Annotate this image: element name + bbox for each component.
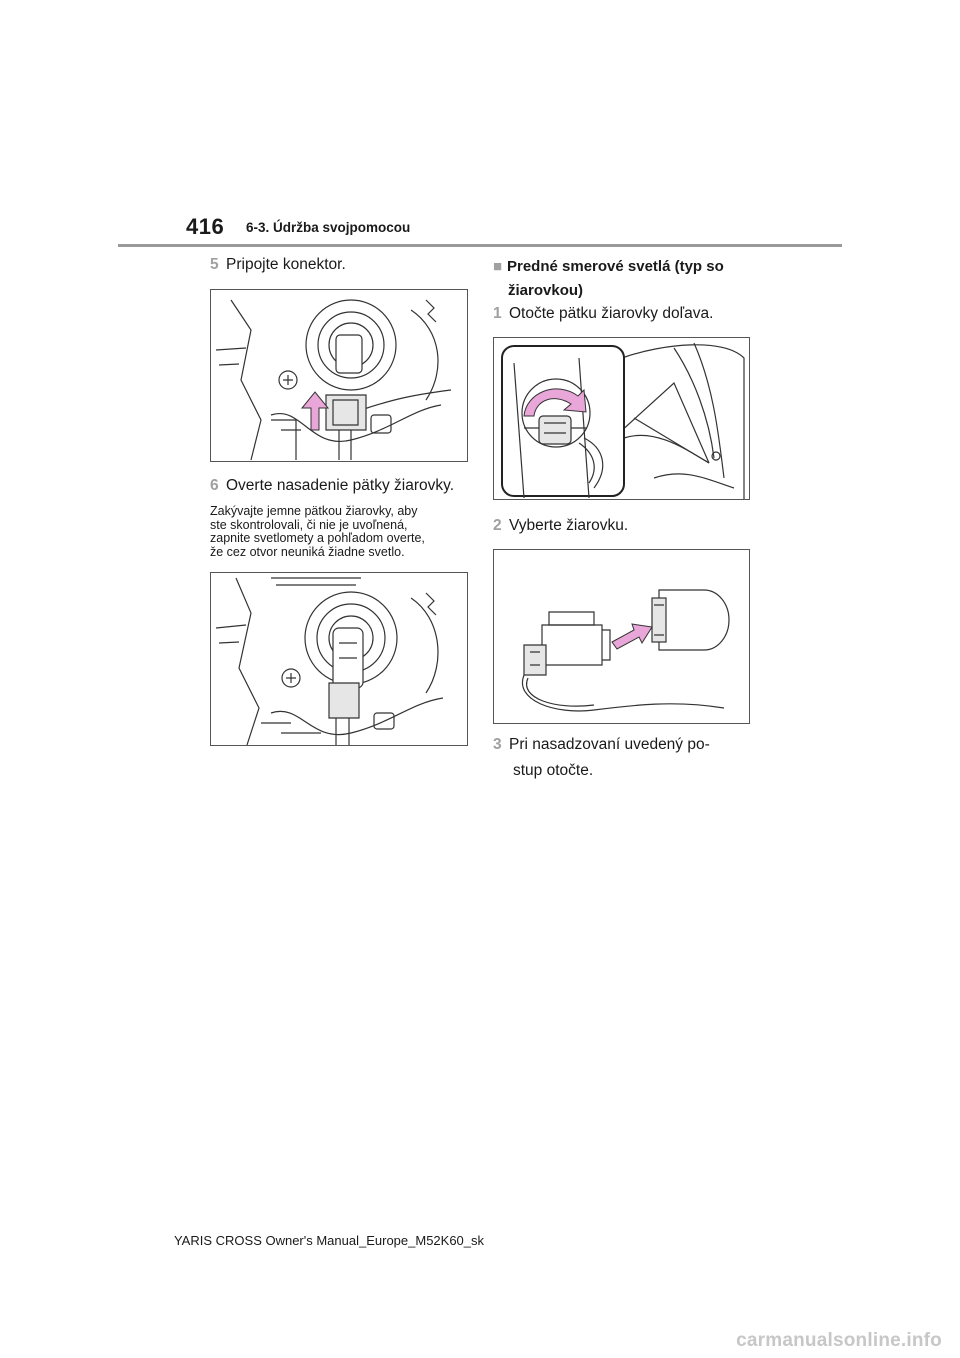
heading-line: žiarovkou) (508, 282, 584, 299)
heading-marker-icon: ■ (493, 258, 503, 275)
page-number: 416 (186, 214, 225, 239)
note-line: Zakývajte jemne pätkou žiarovky, aby (210, 504, 418, 518)
pull-out-arrow-icon (612, 624, 652, 649)
step-number: 1 (493, 305, 502, 322)
step-3 (493, 732, 710, 784)
step-number: 2 (493, 517, 502, 534)
step-text: Pripojte konektor. (226, 256, 346, 273)
step-1 (493, 301, 713, 327)
note (210, 505, 470, 559)
step-number: 6 (210, 477, 219, 494)
step-text: Pri nasadzovaní uvedený po- (509, 736, 710, 753)
step-6 (210, 473, 454, 499)
section-heading (493, 255, 724, 303)
heading-line (493, 255, 724, 279)
step-text-continued: stup otočte. (513, 762, 594, 779)
step-number: 5 (210, 256, 219, 273)
bulb-check-figure (210, 572, 468, 746)
remove-bulb-figure (493, 549, 750, 724)
step-text: Overte nasadenie pätky žiarovky. (226, 477, 455, 494)
footer-manual-id: YARIS CROSS Owner's Manual_Europe_M52K60_sk (173, 1233, 485, 1248)
note-line: že cez otvor neuniká žiadne svetlo. (210, 544, 405, 559)
rotate-socket-figure (493, 337, 750, 500)
header-rule (118, 244, 842, 247)
step-5 (210, 252, 346, 278)
note-line: ste skontrolovali, či nie je uvoľnená, (210, 517, 408, 532)
step-text: Vyberte žiarovku. (509, 517, 629, 534)
watermark[interactable]: carmanualsonline.info (736, 1330, 942, 1351)
step-text: Otočte pätku žiarovky doľava. (509, 305, 714, 322)
step-2 (493, 513, 628, 539)
section-title: 6-3. Údržba svojpomocou (246, 220, 411, 235)
note-line: zapnite svetlomety a pohľadom overte, (210, 531, 425, 545)
step-number: 3 (493, 736, 502, 753)
heading-text: Predné smerové svetlá (typ so (507, 258, 724, 275)
insert-arrow-icon (302, 392, 328, 430)
connector-figure (210, 289, 468, 462)
